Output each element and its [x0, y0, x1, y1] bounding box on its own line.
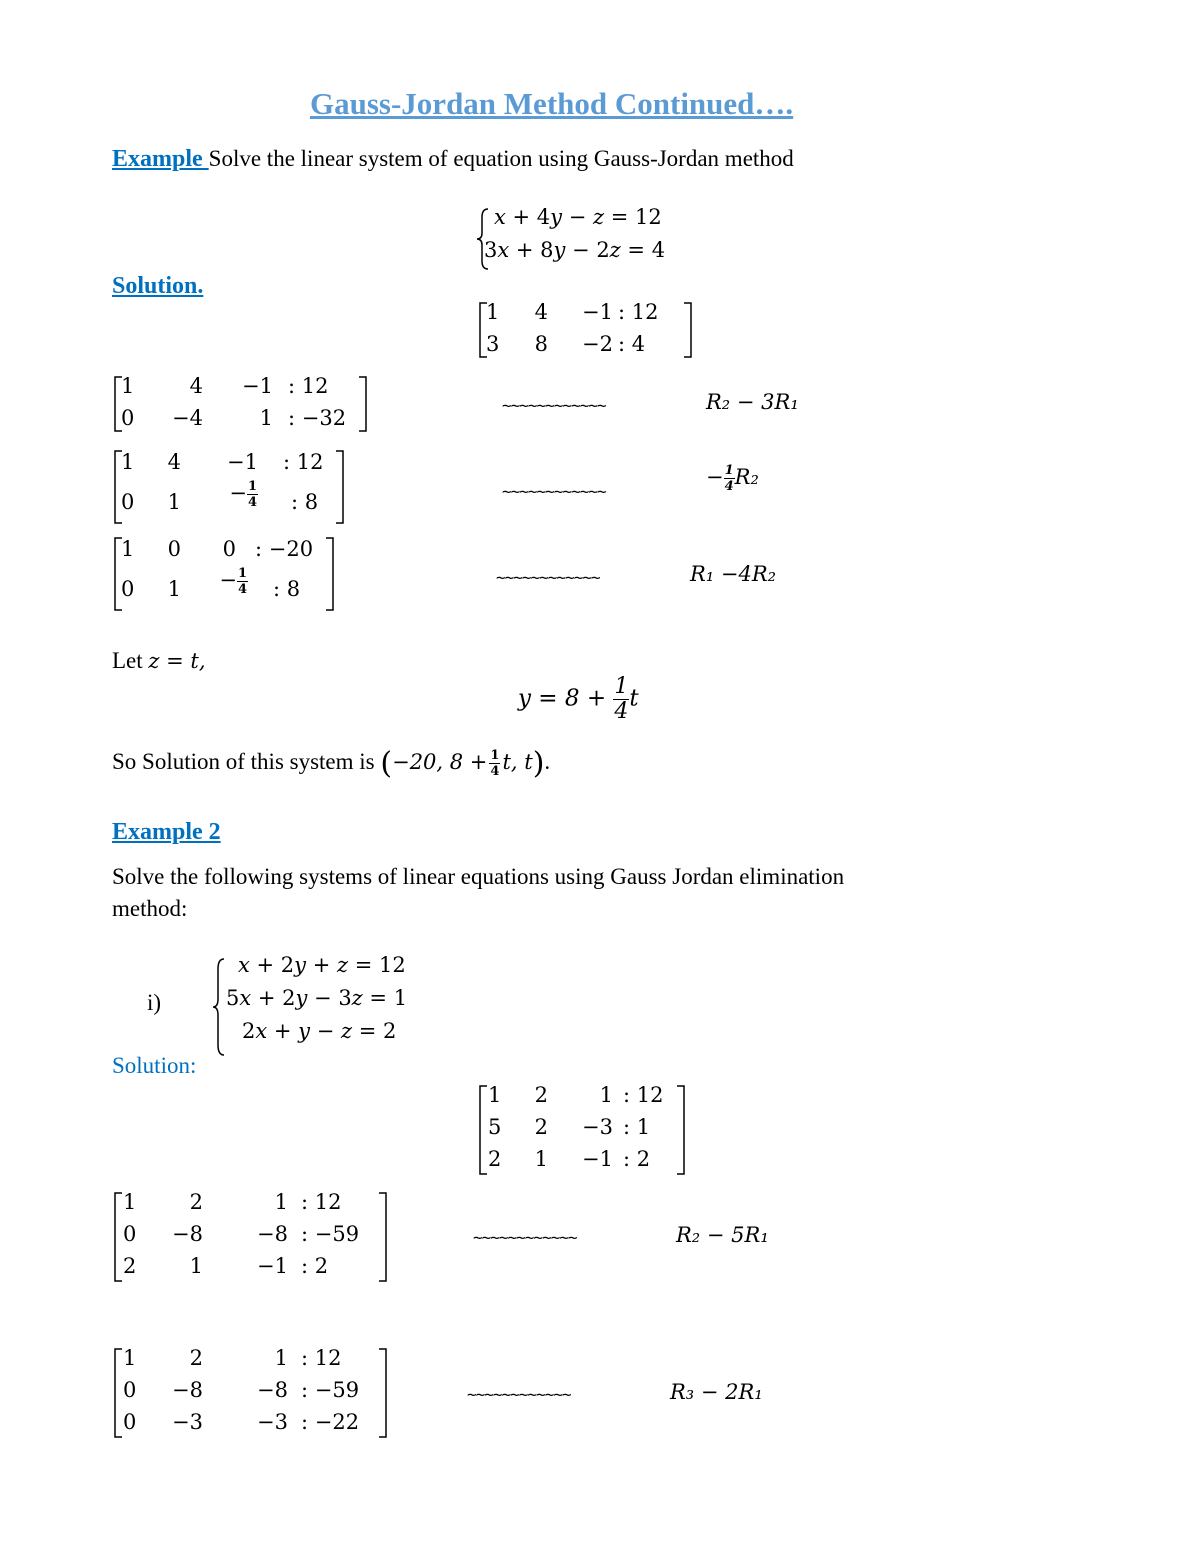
matrix-cell: 2 [488, 1147, 502, 1171]
matrix-cell: 1 [486, 300, 500, 324]
matrix-cell: −8 [172, 1378, 203, 1402]
op-numerator: 1 [724, 463, 734, 478]
matrix-initial [478, 300, 693, 360]
paren-close: ) [532, 746, 545, 781]
solution-denominator: 4 [490, 764, 500, 779]
let-statement [112, 648, 206, 674]
example1-intro [112, 146, 794, 173]
matrix-cell: : −59 [301, 1378, 360, 1402]
example1-label: Example [112, 146, 209, 172]
matrix-cell: 8 [534, 332, 548, 356]
matrix-cell: 1 [599, 1083, 613, 1107]
solution-label-2: Solution: [112, 1053, 197, 1078]
matrix-step-2-1 [113, 1190, 388, 1284]
matrix-cell: : 12 [301, 1346, 342, 1370]
y-numerator: 1 [614, 674, 629, 699]
op-row: 𝑅₂ [734, 465, 759, 489]
row-operation: 𝑅₁ −4𝑅₂ [690, 562, 777, 586]
matrix-cell: −3 [257, 1410, 288, 1434]
matrix-cell: 1 [167, 577, 181, 601]
row-equivalence: ~~~~~~~~~~~~ [473, 1228, 577, 1247]
matrix-cell: : 12 [623, 1083, 664, 1107]
matrix-cell: 2 [123, 1254, 137, 1278]
let-math: 𝑧 = 𝑡, [148, 649, 206, 673]
matrix-cell: : 8 [273, 577, 301, 601]
y-lhs: 𝑦 = 8 + [518, 685, 607, 712]
matrix-cell: 1 [121, 374, 135, 398]
matrix-cell: 0 [123, 1378, 137, 1402]
matrix-cell: −8 [257, 1378, 288, 1402]
matrix-cell: 1 [189, 1254, 203, 1278]
equation: 5𝑥 + 2𝑦 − 3𝑧 = 1 [226, 986, 408, 1010]
right-bracket [325, 537, 335, 611]
matrix-cell: −1 [582, 1147, 613, 1171]
example2-text-line1: Solve the following systems of linear equations using Gauss Jordan elimination [112, 864, 845, 889]
matrix-cell: −8 [172, 1222, 203, 1246]
matrix-cell: 0 [121, 490, 135, 514]
row-equivalence: ~~~~~~~~~~~~ [496, 568, 600, 587]
let-text: Let [112, 648, 149, 673]
matrix-cell: : 4 [618, 332, 646, 356]
matrix-cell: −2 [582, 332, 613, 356]
row-operation: 𝑅₂ − 5𝑅₁ [676, 1223, 769, 1247]
matrix-cell: −1 [227, 450, 258, 474]
matrix-cell: 1 [259, 406, 273, 430]
matrix-step-2-2 [113, 1346, 388, 1440]
right-bracket [358, 376, 368, 432]
matrix-cell: 0 [167, 537, 181, 561]
matrix-cell: 2 [189, 1346, 203, 1370]
left-bracket [113, 1192, 123, 1282]
matrix-cell: 0 [123, 1222, 137, 1246]
op-denominator: 4 [724, 479, 734, 494]
matrix-cell: 2 [534, 1115, 548, 1139]
page-title: Gauss-Jordan Method Continued…. [310, 86, 794, 121]
row-operation: 𝑅₂ − 3𝑅₁ [706, 390, 799, 414]
matrix-cell: 1 [274, 1346, 288, 1370]
solution-numerator: 1 [490, 748, 500, 763]
solution-statement [112, 746, 550, 781]
equation: 2𝑥 + 𝑦 − 𝑧 = 2 [242, 1019, 397, 1043]
matrix-cell: 4 [534, 300, 548, 324]
matrix-cell: −1 [582, 300, 613, 324]
solution-part: −20, 8 + [392, 749, 488, 774]
matrix-cell: 0 [121, 577, 135, 601]
op-sign: − [706, 465, 724, 489]
row-equivalence: ~~~~~~~~~~~~ [467, 1385, 571, 1404]
matrix-cell: 1 [488, 1083, 502, 1107]
right-bracket [683, 302, 693, 358]
row-equivalence: ~~~~~~~~~~~~ [502, 396, 606, 415]
matrix-cell: 3 [486, 332, 500, 356]
example2-text-line2: method: [112, 896, 188, 921]
matrix-cell: : −32 [288, 406, 347, 430]
matrix-cell-fraction: − $\frac{1}{4}$ [229, 479, 257, 510]
matrix-cell: 2 [534, 1083, 548, 1107]
matrix-cell: : 12 [301, 1190, 342, 1214]
y-denominator: 4 [614, 699, 629, 724]
matrix-cell: −1 [257, 1254, 288, 1278]
matrix-cell: 1 [167, 490, 181, 514]
matrix-cell: −8 [257, 1222, 288, 1246]
matrix-cell: 0 [123, 1410, 137, 1434]
matrix-cell: : 12 [618, 300, 659, 324]
matrix-step-3 [113, 535, 338, 611]
matrix-cell: 5 [488, 1115, 502, 1139]
matrix-cell: : 2 [301, 1254, 329, 1278]
matrix-cell: −3 [582, 1115, 613, 1139]
matrix-cell: : 8 [291, 490, 319, 514]
matrix-cell: 1 [274, 1190, 288, 1214]
matrix-cell: : 12 [283, 450, 324, 474]
right-bracket [335, 450, 345, 524]
matrix-cell: 1 [534, 1147, 548, 1171]
matrix-cell: 4 [167, 450, 181, 474]
part-label: i) [147, 990, 162, 1015]
matrix-cell: 0 [121, 406, 135, 430]
matrix-cell: : 2 [623, 1147, 651, 1171]
matrix-cell: : 12 [288, 374, 329, 398]
solution-label: Solution. [112, 273, 204, 299]
left-bracket [113, 1348, 123, 1438]
matrix-step-2 [113, 448, 348, 524]
matrix-step-1 [113, 374, 373, 434]
matrix-cell: −1 [242, 374, 273, 398]
row-operation: 𝑅₃ − 2𝑅₁ [670, 1380, 763, 1404]
matrix-cell: : −22 [301, 1410, 360, 1434]
row-equivalence: ~~~~~~~~~~~~ [502, 482, 606, 501]
matrix-cell: : −20 [255, 537, 314, 561]
left-bracket [478, 1085, 488, 1175]
example2-label: Example 2 [112, 819, 221, 845]
matrix-cell: 2 [189, 1190, 203, 1214]
matrix-cell: −4 [172, 406, 203, 430]
y-variable: 𝑡 [629, 685, 639, 712]
solution-end: . [544, 748, 551, 774]
matrix-cell: 0 [222, 537, 236, 561]
right-bracket [378, 1348, 388, 1438]
matrix-cell: 1 [121, 537, 135, 561]
matrix-cell-fraction: − $\frac{1}{4}$ [219, 566, 247, 597]
matrix-cell: : −59 [301, 1222, 360, 1246]
paren-open: ( [380, 746, 393, 781]
solution-part: 𝑡, 𝑡 [502, 749, 533, 774]
matrix-cell: 1 [123, 1346, 137, 1370]
matrix-cell: 1 [121, 450, 135, 474]
matrix-cell: 1 [123, 1190, 137, 1214]
y-expression [518, 676, 639, 723]
equation: 3𝑥 + 8𝑦 − 2𝑧 = 4 [484, 238, 666, 262]
matrix-initial-2 [478, 1083, 688, 1177]
system-brace [212, 957, 226, 1057]
right-bracket [378, 1192, 388, 1282]
equation: 𝑥 + 4𝑦 − 𝑧 = 12 [494, 205, 662, 229]
row-operation [706, 464, 759, 493]
matrix-cell: : 1 [623, 1115, 651, 1139]
example1-text: Solve the linear system of equation using Gauss-Jordan method [208, 146, 794, 171]
matrix-cell: 4 [189, 374, 203, 398]
solution-text: So Solution of this system is [112, 748, 381, 774]
equation: 𝑥 + 2𝑦 + 𝑧 = 12 [238, 953, 406, 977]
matrix-cell: −3 [172, 1410, 203, 1434]
